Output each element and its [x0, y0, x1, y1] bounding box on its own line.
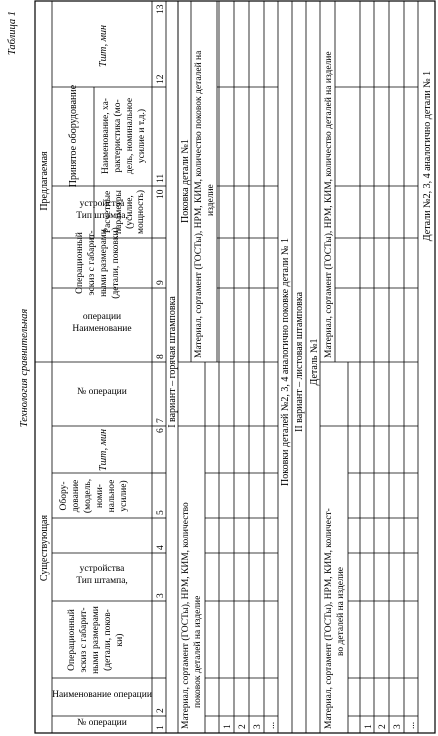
table-title: Технология сравнительная: [19, 308, 30, 428]
column-number: 1: [156, 725, 166, 730]
svg-text:ки): ки): [115, 633, 125, 647]
col7-header: № операции: [77, 387, 127, 397]
col11-header: [103, 189, 146, 234]
table-label: Таблица 1: [7, 11, 18, 56]
col8-header: [72, 312, 131, 334]
row-number: 2: [238, 724, 248, 729]
col6-header: Tшт, мин: [98, 429, 109, 471]
svg-text:поковок деталей на изделие: поковок деталей на изделие: [193, 595, 203, 708]
svg-text:усилие): усилие): [119, 480, 129, 512]
col2-header: Наименование операции: [52, 690, 152, 700]
column-number: 6: [156, 428, 166, 433]
svg-text:дование: дование: [71, 479, 81, 513]
column-number: 2: [156, 708, 166, 713]
material-right-a: [193, 50, 216, 358]
column-number: 9: [156, 280, 166, 285]
parts-234-note: Детали №2, 3, 4 аналогично детали № 1: [422, 70, 433, 242]
svg-text:Обору-: Обору-: [59, 481, 69, 511]
svg-text:Наименование, ха-: Наименование, ха-: [101, 98, 111, 174]
row-number: 1: [223, 724, 233, 729]
svg-text:Материал, сортамент (ГОСТы), Н: Материал, сортамент (ГОСТы), НРМ, КИМ, количество: [181, 502, 191, 729]
svg-text:(модель,: (модель,: [83, 478, 93, 514]
svg-text:(детали, поковки): (детали, поковки): [111, 227, 121, 299]
variant2-heading: II вариант – листовая штамповка: [294, 291, 305, 433]
row-number: ...: [407, 721, 417, 729]
svg-text:эскиз с габарит-: эскиз с габарит-: [79, 607, 89, 673]
row-number: 3: [393, 724, 403, 729]
row-labels-a: [223, 722, 277, 729]
part1-heading: Деталь №1: [309, 338, 320, 386]
row-number: 1: [364, 724, 374, 729]
column-number: 5: [156, 510, 166, 515]
svg-text:во деталей на изделие: во деталей на изделие: [336, 566, 346, 656]
forging1-heading: Поковка детали №1: [180, 139, 191, 223]
svg-text:номи-: номи-: [95, 484, 105, 508]
col4-header: [76, 563, 128, 586]
column-number: 3: [156, 593, 166, 598]
row-number: ...: [267, 721, 277, 729]
col13-header: Tшт, мин: [98, 25, 109, 67]
row-number: 2: [378, 724, 388, 729]
row-number: 3: [253, 724, 263, 729]
svg-text:устройства: устройства: [79, 564, 125, 574]
header-proposed: Предлагаемая: [39, 151, 50, 211]
svg-text:Материал, сортамент (ГОСТы), Н: Материал, сортамент (ГОСТы), НРМ, КИМ, количест-: [324, 508, 334, 729]
material-right-b: Материал, сортамент (ГОСТы), НРМ, КИМ, количество деталей на изделие: [324, 51, 334, 358]
svg-text:изделие: изделие: [206, 184, 216, 216]
svg-text:дель, номинальное: дель, номинальное: [125, 97, 135, 175]
svg-text:Тип штампа,: Тип штампа,: [76, 576, 128, 586]
svg-text:рактеристика (мо-: рактеристика (мо-: [113, 99, 123, 173]
column-number: 13: [156, 4, 166, 14]
column-number: 8: [156, 354, 166, 359]
col1-header: № операции: [77, 718, 127, 728]
svg-text:Операционный: Операционный: [67, 609, 77, 671]
column-number-row: [152, 4, 166, 730]
variant1-heading: I вариант – горячая штамповка: [167, 296, 178, 428]
svg-text:нальное: нальное: [107, 479, 117, 513]
row-labels-b: [364, 722, 417, 729]
svg-text:параметры: параметры: [114, 190, 124, 234]
svg-text:Операционный: Операционный: [75, 232, 85, 294]
svg-text:(детали, поков-: (детали, поков-: [103, 609, 113, 671]
svg-text:Расчетные: Расчетные: [103, 190, 113, 234]
svg-text:Материал, сортамент (ГОСТы), Н: Материал, сортамент (ГОСТы), НРМ, КИМ, количество поковок деталей на: [194, 50, 204, 358]
svg-text:Наименование: Наименование: [72, 324, 132, 334]
column-number: 12: [156, 74, 166, 84]
material-left-a: [180, 502, 203, 729]
svg-text:(усилие,: (усилие,: [125, 195, 135, 229]
column-number: 11: [156, 173, 166, 183]
svg-text:операции: операции: [82, 312, 122, 322]
svg-text:Тип штампа,: Тип штампа,: [76, 211, 128, 221]
forgings-234-note: Поковки деталей №2, 3, 4 аналогично поковке детали № 1: [280, 238, 291, 486]
svg-text:ными размерами: ными размерами: [91, 606, 101, 674]
col12-header: [101, 98, 147, 174]
column-number: 10: [156, 189, 166, 199]
svg-text:мощность): мощность): [136, 189, 146, 235]
svg-text:эскиз с габарит-: эскиз с габарит-: [87, 230, 97, 296]
accepted-equipment-header: Принятое оборудование: [68, 84, 79, 188]
col5-header: [58, 479, 129, 513]
header-existing: Существующая: [39, 514, 50, 582]
svg-text:ными размерами: ными размерами: [99, 229, 109, 297]
column-number: 4: [156, 545, 166, 550]
column-number: 7: [156, 418, 166, 423]
comparison-table: [35, 1, 435, 733]
col3-header: [66, 606, 125, 674]
svg-text:усилие и т.д.): усилие и т.д.): [137, 108, 147, 164]
material-left-b: [323, 508, 346, 729]
svg-text:устройства: устройства: [79, 199, 125, 209]
